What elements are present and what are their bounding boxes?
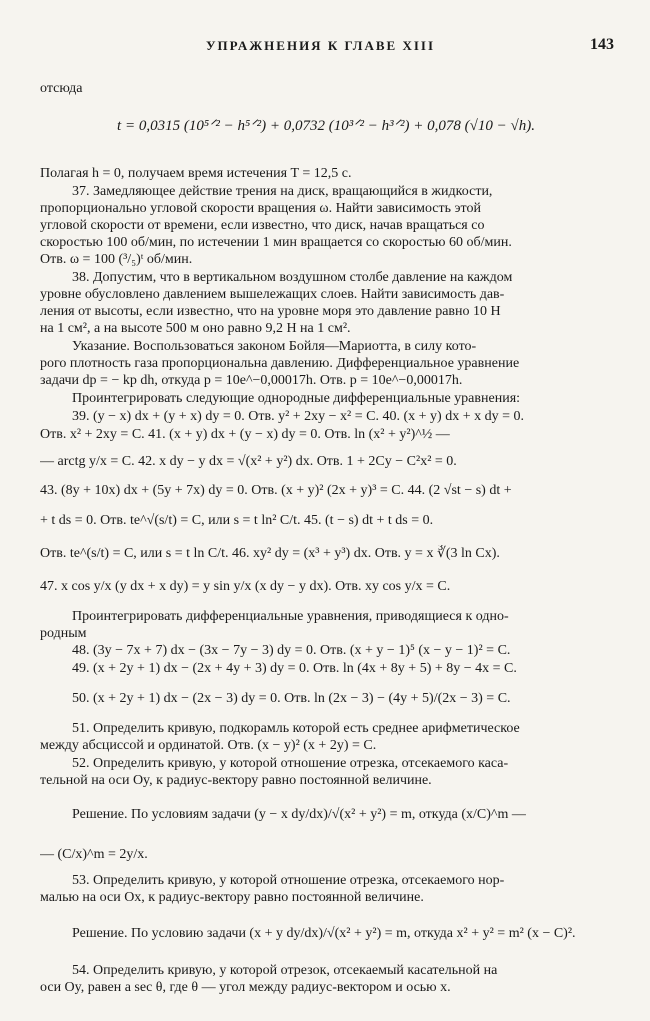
text-line: между абсциссой и ординатой. Отв. (x − y)² (x + 2y) = C. — [40, 738, 377, 753]
text-line: 38. Допустим, что в вертикальном воздушном столбе давление на каждом — [72, 270, 513, 285]
text-line: на 1 см², а на высоте 500 м оно равно 9,2 Н на 1 см². — [40, 321, 351, 336]
text-line: + t ds = 0. Отв. te^√(s/t) = C, или s = t ln² C/t. 45. (t − s) dt + t ds = 0. — [40, 513, 434, 528]
text-line: пропорционально угловой скорости вращения ω. Найти зависимость этой — [40, 201, 481, 216]
text-line: оси Oy, равен a sec θ, где θ — угол между радиус-вектором и осью x. — [40, 980, 451, 995]
text-line: Отв. te^(s/t) = C, или s = t ln C/t. 46. xy² dy = (x³ + y³) dx. Отв. y = x ∛(3 ln Cx). — [40, 546, 500, 561]
text-line: 48. (3y − 7x + 7) dx − (3x − 7y − 3) dy = 0. Отв. (x + y − 1)⁵ (x − y − 1)² = C. — [72, 643, 511, 658]
text-line: 52. Определить кривую, у которой отношение отрезка, отсекаемого каса- — [72, 756, 509, 771]
text-line: 39. (y − x) dx + (y + x) dy = 0. Отв. y² + 2xy − x² = C. 40. (x + y) dx + x dy = 0. — [72, 409, 524, 424]
text-line: уровне обусловлено давлением вышележащих слоев. Найти зависимость дав- — [40, 287, 505, 302]
text-line: 37. Замедляющее действие трения на диск, вращающийся в жидкости, — [72, 184, 493, 199]
text-line: 49. (x + 2y + 1) dx − (2x + 4y + 3) dy = 0. Отв. ln (4x + 8y + 5) + 8y − 4x = C. — [72, 661, 517, 676]
text-line: рого плотность газа пропорциональна давлению. Дифференциальное уравнение — [40, 356, 520, 371]
text-line: — arctg y/x = C. 42. x dy − y dx = √(x² + y²) dx. Отв. 1 + 2Cy − C²x² = 0. — [40, 454, 457, 469]
text-line: Отв. x² + 2xy = C. 41. (x + y) dx + (y − x) dy = 0. Отв. ln (x² + y²)^½ — — [40, 427, 450, 442]
text-line: 43. (8y + 10x) dx + (5y + 7x) dy = 0. Отв. (x + y)² (2x + y)³ = C. 44. (2 √st − s) dt + — [40, 483, 512, 498]
text-line: задачи dp = − kp dh, откуда p = 10e^−0,00017h. Отв. p = 10e^−0,00017h. — [40, 373, 463, 388]
page-number: 143 — [590, 36, 614, 53]
text-line: угловой скорости от времени, если известно, что диск, начав вращаться со — [40, 218, 485, 233]
text-line: ления от высоты, если известно, что на уровне моря это давление равно 10 Н — [40, 304, 501, 319]
text-line: — (C/x)^m = 2y/x. — [40, 847, 148, 862]
text-line: Решение. По условию задачи (x + y dy/dx)/√(x² + y²) = m, откуда x² + y² = m² (x − C)². — [72, 926, 576, 941]
text-line: Решение. По условиям задачи (y − x dy/dx)/√(x² + y²) = m, откуда (x/C)^m — — [72, 807, 526, 822]
text-line: скоростью 100 об/мин, по истечении 1 мин вращается со скоростью 60 об/мин. — [40, 235, 512, 250]
text-line: t = 0,0315 (10⁵ᐟ² − h⁵ᐟ²) + 0,0732 (10³ᐟ² − h³ᐟ²) + 0,078 (√10 − √h). — [117, 118, 535, 134]
text-line: Указание. Воспользоваться законом Бойля—Мариотта, в силу кото- — [72, 339, 477, 354]
text-line: 47. x cos y/x (y dx + x dy) = y sin y/x (x dy − y dx). Отв. xy cos y/x = C. — [40, 579, 451, 594]
text-line: тельной на оси Oy, к радиус-вектору равно постоянной величине. — [40, 773, 432, 788]
text-line: родным — [40, 626, 87, 641]
text-line: отсюда — [40, 81, 83, 96]
text-line: 50. (x + 2y + 1) dx − (2x − 3) dy = 0. Отв. ln (2x − 3) − (4y + 5)/(2x − 3) = C. — [72, 691, 511, 706]
text-line: Проинтегрировать дифференциальные уравнения, приводящиеся к одно- — [72, 609, 509, 624]
text-line: 51. Определить кривую, подкорамль которой есть среднее арифметическое — [72, 721, 520, 736]
text-line: 54. Определить кривую, у которой отрезок, отсекаемый касательной на — [72, 963, 498, 978]
running-header: УПРАЖНЕНИЯ К ГЛАВЕ XIII — [206, 38, 436, 53]
text-line: Отв. ω = 100 (³/₅)ᵗ об/мин. — [40, 252, 193, 267]
text-line: Проинтегрировать следующие однородные дифференциальные уравнения: — [72, 391, 521, 406]
text-line: малью на оси Ox, к радиус-вектору равно постоянной величине. — [40, 890, 424, 905]
text-line: Полагая h = 0, получаем время истечения T = 12,5 с. — [40, 166, 352, 181]
text-line: 53. Определить кривую, у которой отношение отрезка, отсекаемого нор- — [72, 873, 505, 888]
